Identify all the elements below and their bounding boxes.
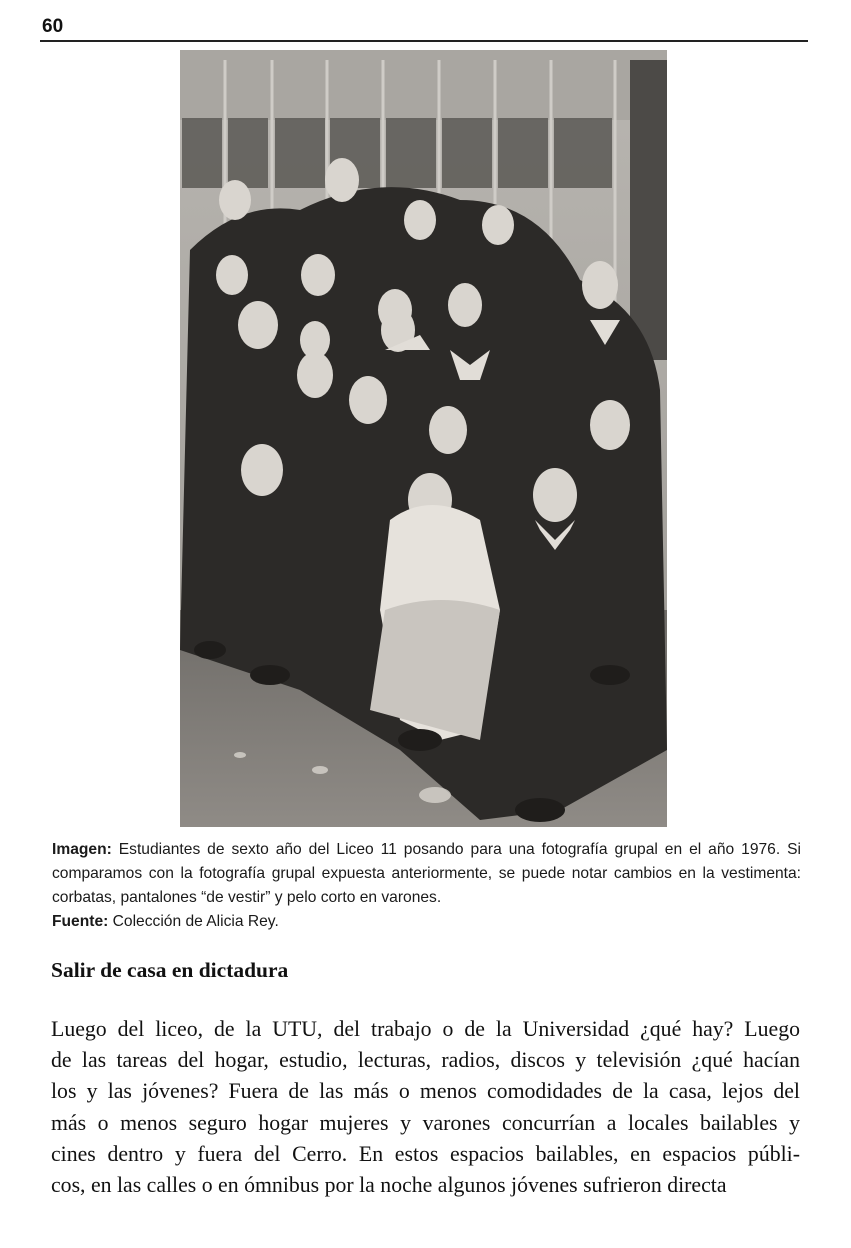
caption-image-text: Estudiantes de sexto año del Liceo 11 posando para una fotografía grupal en el año 1976. Si comparamos con la fotografía grupal expuesta anteriormente, se puede notar cambios en la vestimenta: corbatas, pantalones “de vestir” y pelo corto en varones. [52, 841, 801, 906]
caption-description [52, 838, 801, 910]
paragraph-line: cos, en las calles o en ómnibus por la noche algunos jóvenes sufrieron directa [51, 1173, 727, 1198]
caption-image-label: Imagen: [52, 841, 112, 858]
body-paragraph [51, 1014, 800, 1201]
paragraph-line: los y las jóvenes? Fuera de las más o menos comodidades de la casa, lejos del [51, 1079, 800, 1104]
figure-caption [52, 838, 801, 934]
paragraph-line: más o menos seguro hogar mujeres y varones concurrían a locales bailables y [51, 1110, 800, 1135]
caption-source [52, 910, 801, 934]
paragraph-line: de las tareas del hogar, estudio, lecturas, radios, discos y televisión ¿qué hacían [51, 1048, 800, 1073]
group-photo [180, 50, 667, 827]
header-rule [40, 40, 808, 42]
page-number: 60 [42, 16, 64, 37]
caption-source-label: Fuente: [52, 913, 109, 930]
section-heading: Salir de casa en dictadura [51, 958, 289, 982]
paragraph-line: cines dentro y fuera del Cerro. En estos espacios bailables, en espacios públi- [51, 1141, 800, 1166]
paragraph-line: Luego del liceo, de la UTU, del trabajo o de la Universidad ¿qué hay? Luego [51, 1017, 800, 1041]
caption-source-text: Colección de Alicia Rey. [112, 913, 279, 930]
